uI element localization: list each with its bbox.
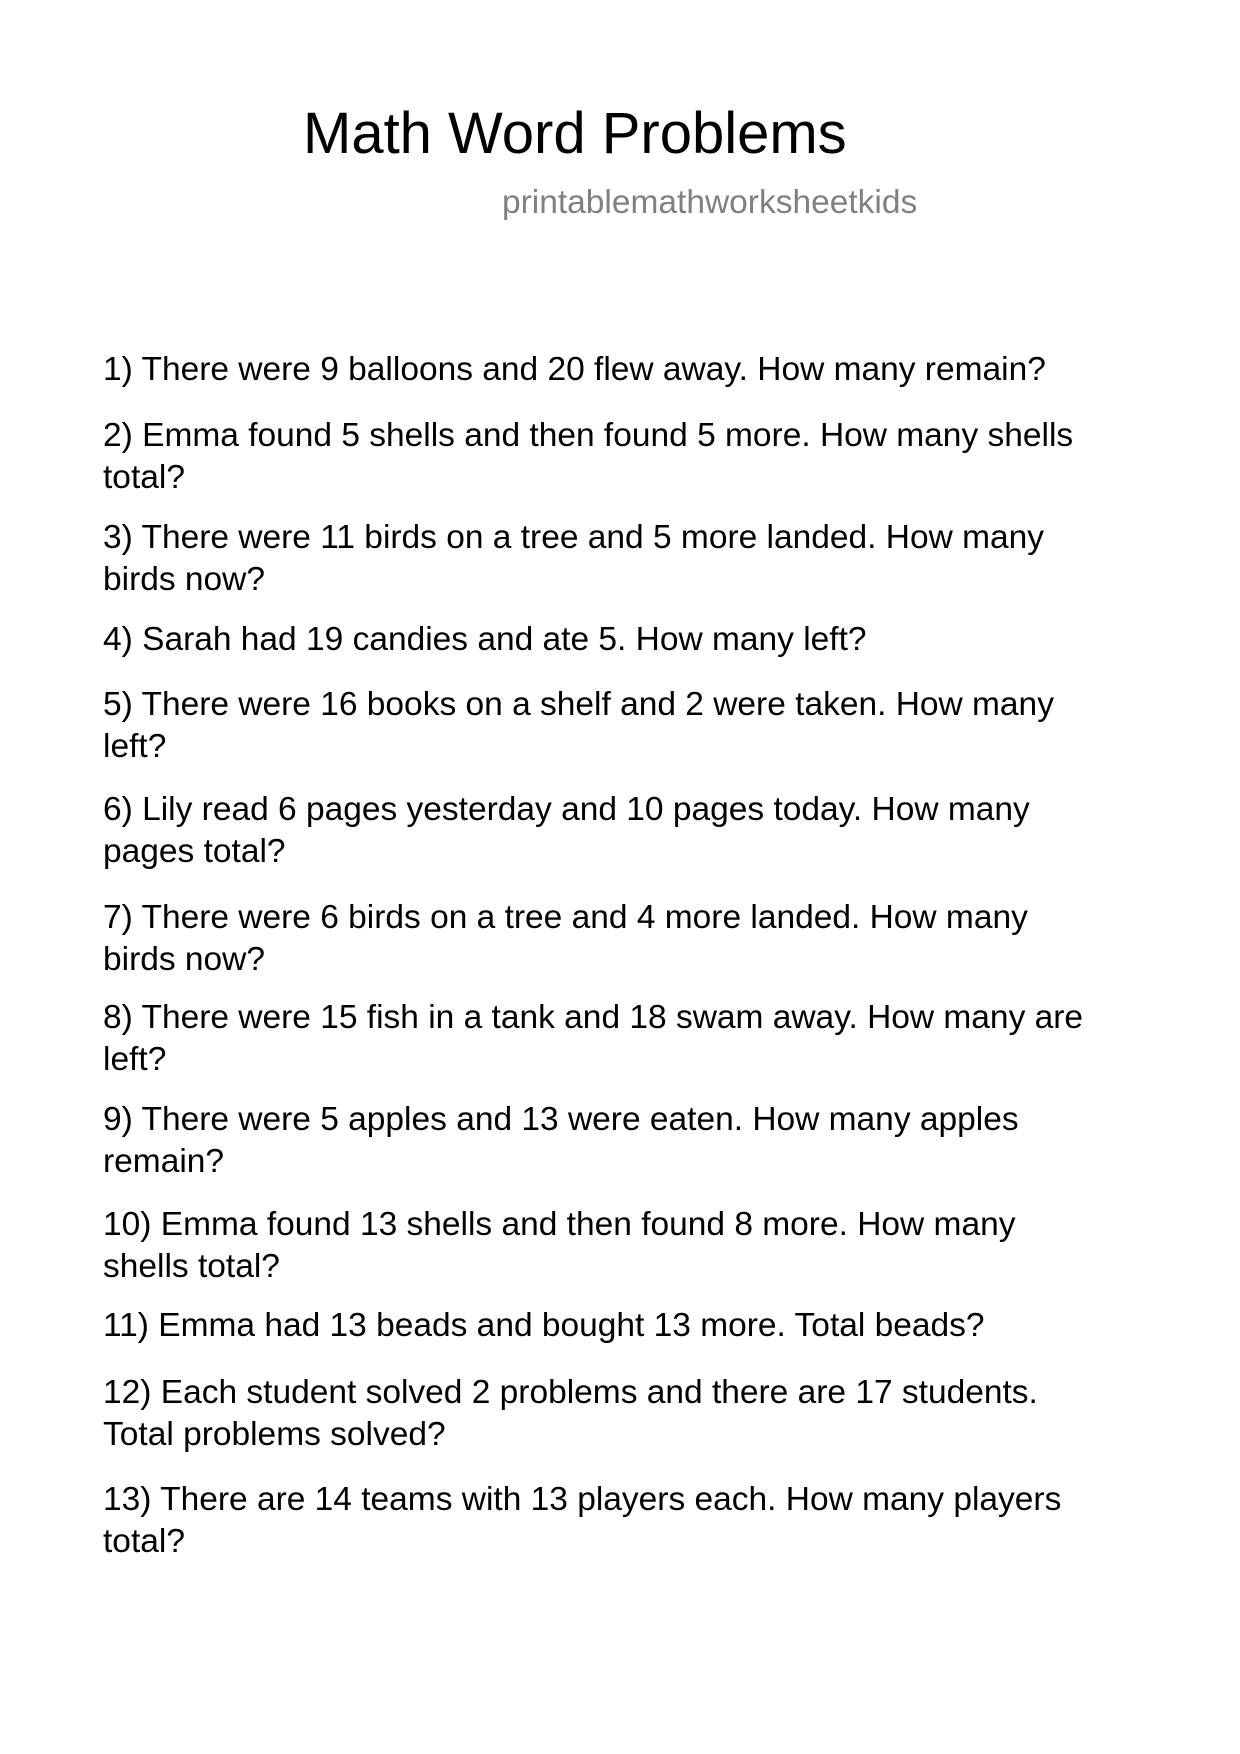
problem-text-line: shells total? bbox=[103, 1248, 280, 1285]
problem-text-line: 4) Sarah had 19 candies and ate 5. How many left? bbox=[103, 621, 867, 658]
problem-13 bbox=[103, 1479, 1061, 1563]
problem-text-line: birds now? bbox=[103, 561, 266, 598]
problem-text-line: 6) Lily read 6 pages yesterday and 10 pages today. How many bbox=[103, 791, 1030, 828]
problem-9 bbox=[103, 1099, 1019, 1183]
problem-text-line: total? bbox=[103, 1523, 185, 1560]
problem-text-line: 5) There were 16 books on a shelf and 2 were taken. How many bbox=[103, 686, 1054, 723]
problem-text-line: 9) There were 5 apples and 13 were eaten. How many apples bbox=[103, 1101, 1019, 1138]
problem-text-line: 1) There were 9 balloons and 20 flew away. How many remain? bbox=[103, 351, 1046, 388]
problem-2 bbox=[103, 415, 1073, 499]
problem-text-line: 2) Emma found 5 shells and then found 5 more. How many shells bbox=[103, 417, 1074, 454]
problem-8 bbox=[103, 997, 1083, 1081]
problem-text-line: pages total? bbox=[103, 833, 286, 870]
problem-11 bbox=[103, 1305, 985, 1347]
problem-text-line: 10) Emma found 13 shells and then found 8 more. How many bbox=[103, 1206, 1016, 1243]
problem-text-line: 3) There were 11 birds on a tree and 5 more landed. How many bbox=[103, 519, 1044, 556]
problem-1 bbox=[103, 349, 1046, 391]
problem-12 bbox=[103, 1372, 1038, 1456]
problem-3 bbox=[103, 517, 1044, 601]
problem-text-line: remain? bbox=[103, 1143, 225, 1180]
problem-text-line: total? bbox=[103, 459, 185, 496]
problem-text-line: birds now? bbox=[103, 941, 266, 978]
problem-4 bbox=[103, 619, 867, 661]
problem-text-line: left? bbox=[103, 728, 167, 765]
problem-6 bbox=[103, 789, 1030, 873]
problem-7 bbox=[103, 897, 1028, 981]
problem-text-line: 11) Emma had 13 beads and bought 13 more. Total beads? bbox=[103, 1307, 985, 1344]
site-watermark: printablemathworksheetkids bbox=[502, 184, 918, 221]
problem-10 bbox=[103, 1204, 1015, 1288]
problem-text-line: 8) There were 15 fish in a tank and 18 swam away. How many are bbox=[103, 999, 1084, 1036]
problem-text-line: 7) There were 6 birds on a tree and 4 more landed. How many bbox=[103, 899, 1028, 936]
problem-text-line: 13) There are 14 teams with 13 players each. How many players bbox=[103, 1481, 1062, 1518]
problem-5 bbox=[103, 684, 1054, 768]
problem-text-line: Total problems solved? bbox=[103, 1416, 446, 1453]
page-title: Math Word Problems bbox=[303, 101, 847, 166]
problem-text-line: left? bbox=[103, 1041, 167, 1078]
problem-text-line: 12) Each student solved 2 problems and there are 17 students. bbox=[103, 1374, 1038, 1411]
